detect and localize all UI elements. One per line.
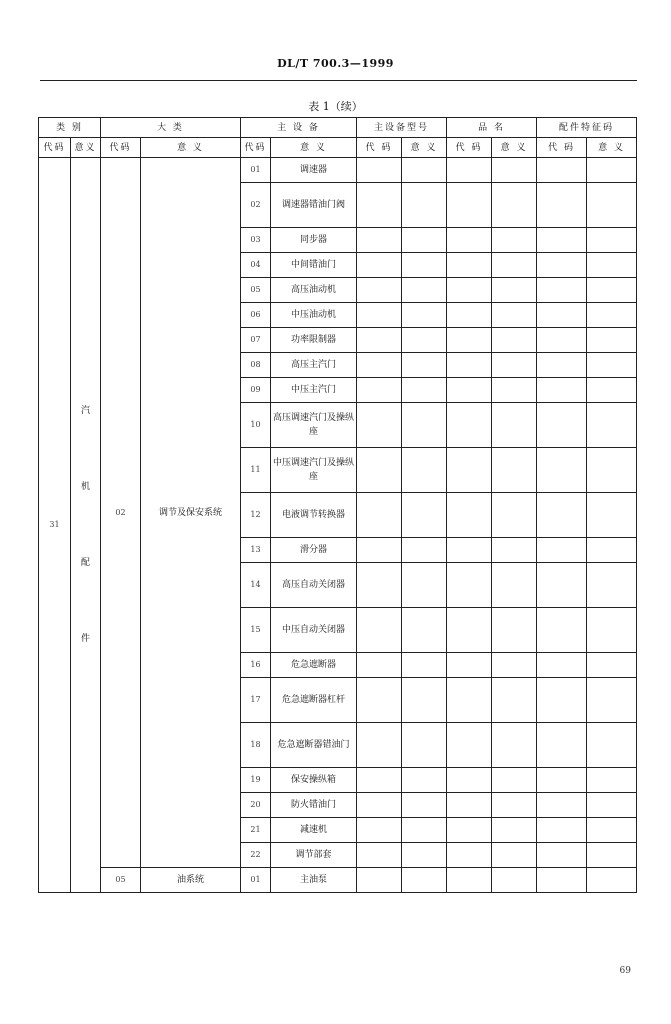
empty-cell	[357, 653, 402, 678]
empty-cell	[492, 818, 537, 843]
empty-cell	[357, 608, 402, 653]
empty-cell	[357, 158, 402, 183]
empty-cell	[537, 793, 587, 818]
equipment-meaning-cell: 减速机	[271, 818, 357, 843]
equipment-meaning-cell: 滑分器	[271, 538, 357, 563]
empty-cell	[357, 253, 402, 278]
empty-cell	[587, 253, 637, 278]
subheader-meaning: 意 义	[492, 138, 537, 158]
subheader-meaning: 意 义	[271, 138, 357, 158]
empty-cell	[357, 493, 402, 538]
empty-cell	[537, 158, 587, 183]
equipment-code-cell: 10	[241, 403, 271, 448]
empty-cell	[492, 158, 537, 183]
empty-cell	[587, 278, 637, 303]
equipment-meaning-cell: 功率限制器	[271, 328, 357, 353]
empty-cell	[537, 378, 587, 403]
empty-cell	[492, 793, 537, 818]
empty-cell	[492, 353, 537, 378]
equipment-code-cell: 02	[241, 183, 271, 228]
empty-cell	[357, 768, 402, 793]
subheader-code: 代 码	[537, 138, 587, 158]
empty-cell	[402, 768, 447, 793]
empty-cell	[492, 448, 537, 493]
empty-cell	[587, 793, 637, 818]
empty-cell	[587, 158, 637, 183]
equipment-meaning-cell: 高压自动关闭器	[271, 563, 357, 608]
empty-cell	[447, 793, 492, 818]
equipment-code-cell: 21	[241, 818, 271, 843]
subheader-meaning: 意 义	[141, 138, 241, 158]
empty-cell	[447, 678, 492, 723]
empty-cell	[492, 183, 537, 228]
table-row	[39, 158, 637, 183]
empty-cell	[587, 328, 637, 353]
empty-cell	[447, 563, 492, 608]
equipment-meaning-cell: 电液调节转换器	[271, 493, 357, 538]
equipment-meaning-cell: 危急遮断器	[271, 653, 357, 678]
category-code-cell: 31	[39, 158, 71, 893]
empty-cell	[402, 228, 447, 253]
empty-cell	[402, 608, 447, 653]
equipment-meaning-cell: 保安操纵箱	[271, 768, 357, 793]
empty-cell	[587, 818, 637, 843]
empty-cell	[357, 448, 402, 493]
subheader-meaning: 意义	[71, 138, 101, 158]
header-row-1	[39, 118, 637, 138]
empty-cell	[537, 723, 587, 768]
major-meaning-cell: 调节及保安系统	[141, 158, 241, 868]
empty-cell	[447, 278, 492, 303]
empty-cell	[402, 183, 447, 228]
major-code-cell: 05	[101, 868, 141, 893]
empty-cell	[447, 403, 492, 448]
equipment-meaning-cell: 中间错油门	[271, 253, 357, 278]
empty-cell	[587, 868, 637, 893]
empty-cell	[447, 328, 492, 353]
empty-cell	[492, 303, 537, 328]
empty-cell	[357, 403, 402, 448]
empty-cell	[587, 493, 637, 538]
equipment-meaning-cell: 中压自动关闭器	[271, 608, 357, 653]
empty-cell	[537, 353, 587, 378]
equipment-code-cell: 11	[241, 448, 271, 493]
equipment-code-cell: 15	[241, 608, 271, 653]
empty-cell	[357, 328, 402, 353]
empty-cell	[402, 868, 447, 893]
empty-cell	[402, 493, 447, 538]
empty-cell	[492, 228, 537, 253]
empty-cell	[492, 403, 537, 448]
page-number: 69	[619, 966, 631, 976]
empty-cell	[402, 403, 447, 448]
empty-cell	[402, 303, 447, 328]
empty-cell	[357, 278, 402, 303]
empty-cell	[587, 653, 637, 678]
subheader-code: 代码	[39, 138, 71, 158]
subheader-code: 代 码	[447, 138, 492, 158]
empty-cell	[402, 843, 447, 868]
empty-cell	[357, 843, 402, 868]
empty-cell	[537, 448, 587, 493]
empty-cell	[357, 378, 402, 403]
empty-cell	[537, 653, 587, 678]
empty-cell	[537, 843, 587, 868]
empty-cell	[447, 538, 492, 563]
empty-cell	[537, 818, 587, 843]
empty-cell	[587, 608, 637, 653]
table-caption: 表 1（续）	[308, 100, 363, 113]
empty-cell	[587, 448, 637, 493]
empty-cell	[357, 868, 402, 893]
equipment-code-cell: 01	[241, 158, 271, 183]
empty-cell	[447, 183, 492, 228]
empty-cell	[537, 183, 587, 228]
empty-cell	[357, 793, 402, 818]
empty-cell	[447, 353, 492, 378]
equipment-code-cell: 04	[241, 253, 271, 278]
equipment-code-cell: 09	[241, 378, 271, 403]
subheader-code: 代 码	[357, 138, 402, 158]
empty-cell	[402, 278, 447, 303]
header-row-2	[39, 138, 637, 158]
empty-cell	[447, 448, 492, 493]
category-meaning-cell	[71, 158, 101, 893]
empty-cell	[357, 228, 402, 253]
empty-cell	[492, 723, 537, 768]
empty-cell	[402, 563, 447, 608]
empty-cell	[587, 378, 637, 403]
empty-cell	[447, 228, 492, 253]
equipment-meaning-cell: 高压调速汽门及操纵座	[271, 403, 357, 448]
equipment-meaning-cell: 调节部套	[271, 843, 357, 868]
empty-cell	[537, 303, 587, 328]
empty-cell	[492, 493, 537, 538]
equipment-meaning-cell: 防火错油门	[271, 793, 357, 818]
equipment-meaning-cell: 同步器	[271, 228, 357, 253]
empty-cell	[587, 538, 637, 563]
category-meaning: 汽机配件	[80, 406, 90, 644]
empty-cell	[492, 868, 537, 893]
empty-cell	[587, 768, 637, 793]
equipment-code-cell: 17	[241, 678, 271, 723]
equipment-meaning-cell: 中压主汽门	[271, 378, 357, 403]
empty-cell	[447, 843, 492, 868]
empty-cell	[402, 253, 447, 278]
empty-cell	[492, 653, 537, 678]
empty-cell	[587, 403, 637, 448]
equipment-code-cell: 05	[241, 278, 271, 303]
classification-table	[38, 117, 637, 893]
empty-cell	[537, 608, 587, 653]
empty-cell	[357, 563, 402, 608]
empty-cell	[447, 818, 492, 843]
empty-cell	[587, 353, 637, 378]
equipment-code-cell: 14	[241, 563, 271, 608]
empty-cell	[357, 723, 402, 768]
empty-cell	[537, 563, 587, 608]
equipment-code-cell: 06	[241, 303, 271, 328]
empty-cell	[402, 793, 447, 818]
equipment-meaning-cell: 中压调速汽门及操纵座	[271, 448, 357, 493]
header-part-feature-code: 配件特征码	[537, 118, 637, 138]
empty-cell	[492, 563, 537, 608]
empty-cell	[492, 253, 537, 278]
empty-cell	[492, 538, 537, 563]
empty-cell	[402, 448, 447, 493]
empty-cell	[587, 183, 637, 228]
empty-cell	[357, 183, 402, 228]
empty-cell	[447, 868, 492, 893]
empty-cell	[402, 653, 447, 678]
empty-cell	[447, 653, 492, 678]
empty-cell	[357, 538, 402, 563]
equipment-meaning-cell: 调速器错油门阀	[271, 183, 357, 228]
equipment-code-cell: 01	[241, 868, 271, 893]
empty-cell	[537, 538, 587, 563]
empty-cell	[357, 353, 402, 378]
empty-cell	[492, 608, 537, 653]
equipment-meaning-cell: 危急遮断器错油门	[271, 723, 357, 768]
empty-cell	[587, 303, 637, 328]
empty-cell	[447, 378, 492, 403]
equipment-meaning-cell: 中压油动机	[271, 303, 357, 328]
empty-cell	[357, 303, 402, 328]
equipment-code-cell: 13	[241, 538, 271, 563]
subheader-code: 代码	[241, 138, 271, 158]
empty-cell	[402, 723, 447, 768]
empty-cell	[447, 723, 492, 768]
empty-cell	[402, 353, 447, 378]
equipment-code-cell: 20	[241, 793, 271, 818]
standard-header: DL/T 700.3—1999	[277, 57, 394, 70]
equipment-code-cell: 22	[241, 843, 271, 868]
equipment-code-cell: 07	[241, 328, 271, 353]
empty-cell	[402, 328, 447, 353]
subheader-meaning: 意 义	[587, 138, 637, 158]
empty-cell	[447, 253, 492, 278]
empty-cell	[537, 278, 587, 303]
equipment-meaning-cell: 调速器	[271, 158, 357, 183]
empty-cell	[402, 158, 447, 183]
major-code-cell: 02	[101, 158, 141, 868]
header-equipment-model: 主设备型号	[357, 118, 447, 138]
empty-cell	[587, 843, 637, 868]
equipment-meaning-cell: 主油泵	[271, 868, 357, 893]
subheader-meaning: 意 义	[402, 138, 447, 158]
equipment-code-cell: 18	[241, 723, 271, 768]
equipment-code-cell: 19	[241, 768, 271, 793]
empty-cell	[587, 228, 637, 253]
empty-cell	[492, 328, 537, 353]
empty-cell	[587, 723, 637, 768]
header-category: 类 别	[39, 118, 101, 138]
empty-cell	[537, 228, 587, 253]
empty-cell	[537, 328, 587, 353]
empty-cell	[492, 378, 537, 403]
empty-cell	[537, 678, 587, 723]
empty-cell	[537, 253, 587, 278]
empty-cell	[587, 678, 637, 723]
empty-cell	[357, 818, 402, 843]
major-meaning-cell: 油系统	[141, 868, 241, 893]
equipment-code-cell: 16	[241, 653, 271, 678]
equipment-meaning-cell: 危急遮断器杠杆	[271, 678, 357, 723]
empty-cell	[492, 843, 537, 868]
equipment-meaning-cell: 高压主汽门	[271, 353, 357, 378]
empty-cell	[402, 678, 447, 723]
empty-cell	[537, 868, 587, 893]
header-major-class: 大 类	[101, 118, 241, 138]
equipment-code-cell: 08	[241, 353, 271, 378]
empty-cell	[447, 493, 492, 538]
empty-cell	[402, 818, 447, 843]
empty-cell	[537, 403, 587, 448]
equipment-code-cell: 03	[241, 228, 271, 253]
empty-cell	[447, 768, 492, 793]
empty-cell	[447, 158, 492, 183]
empty-cell	[537, 493, 587, 538]
empty-cell	[447, 608, 492, 653]
header-product-name: 品 名	[447, 118, 537, 138]
subheader-code: 代码	[101, 138, 141, 158]
empty-cell	[402, 538, 447, 563]
empty-cell	[587, 563, 637, 608]
equipment-meaning-cell: 高压油动机	[271, 278, 357, 303]
header-main-equipment: 主 设 备	[241, 118, 357, 138]
empty-cell	[492, 678, 537, 723]
empty-cell	[492, 768, 537, 793]
empty-cell	[447, 303, 492, 328]
header-rule	[40, 80, 637, 81]
equipment-code-cell: 12	[241, 493, 271, 538]
empty-cell	[537, 768, 587, 793]
table-row	[39, 868, 637, 893]
empty-cell	[402, 378, 447, 403]
empty-cell	[357, 678, 402, 723]
empty-cell	[492, 278, 537, 303]
